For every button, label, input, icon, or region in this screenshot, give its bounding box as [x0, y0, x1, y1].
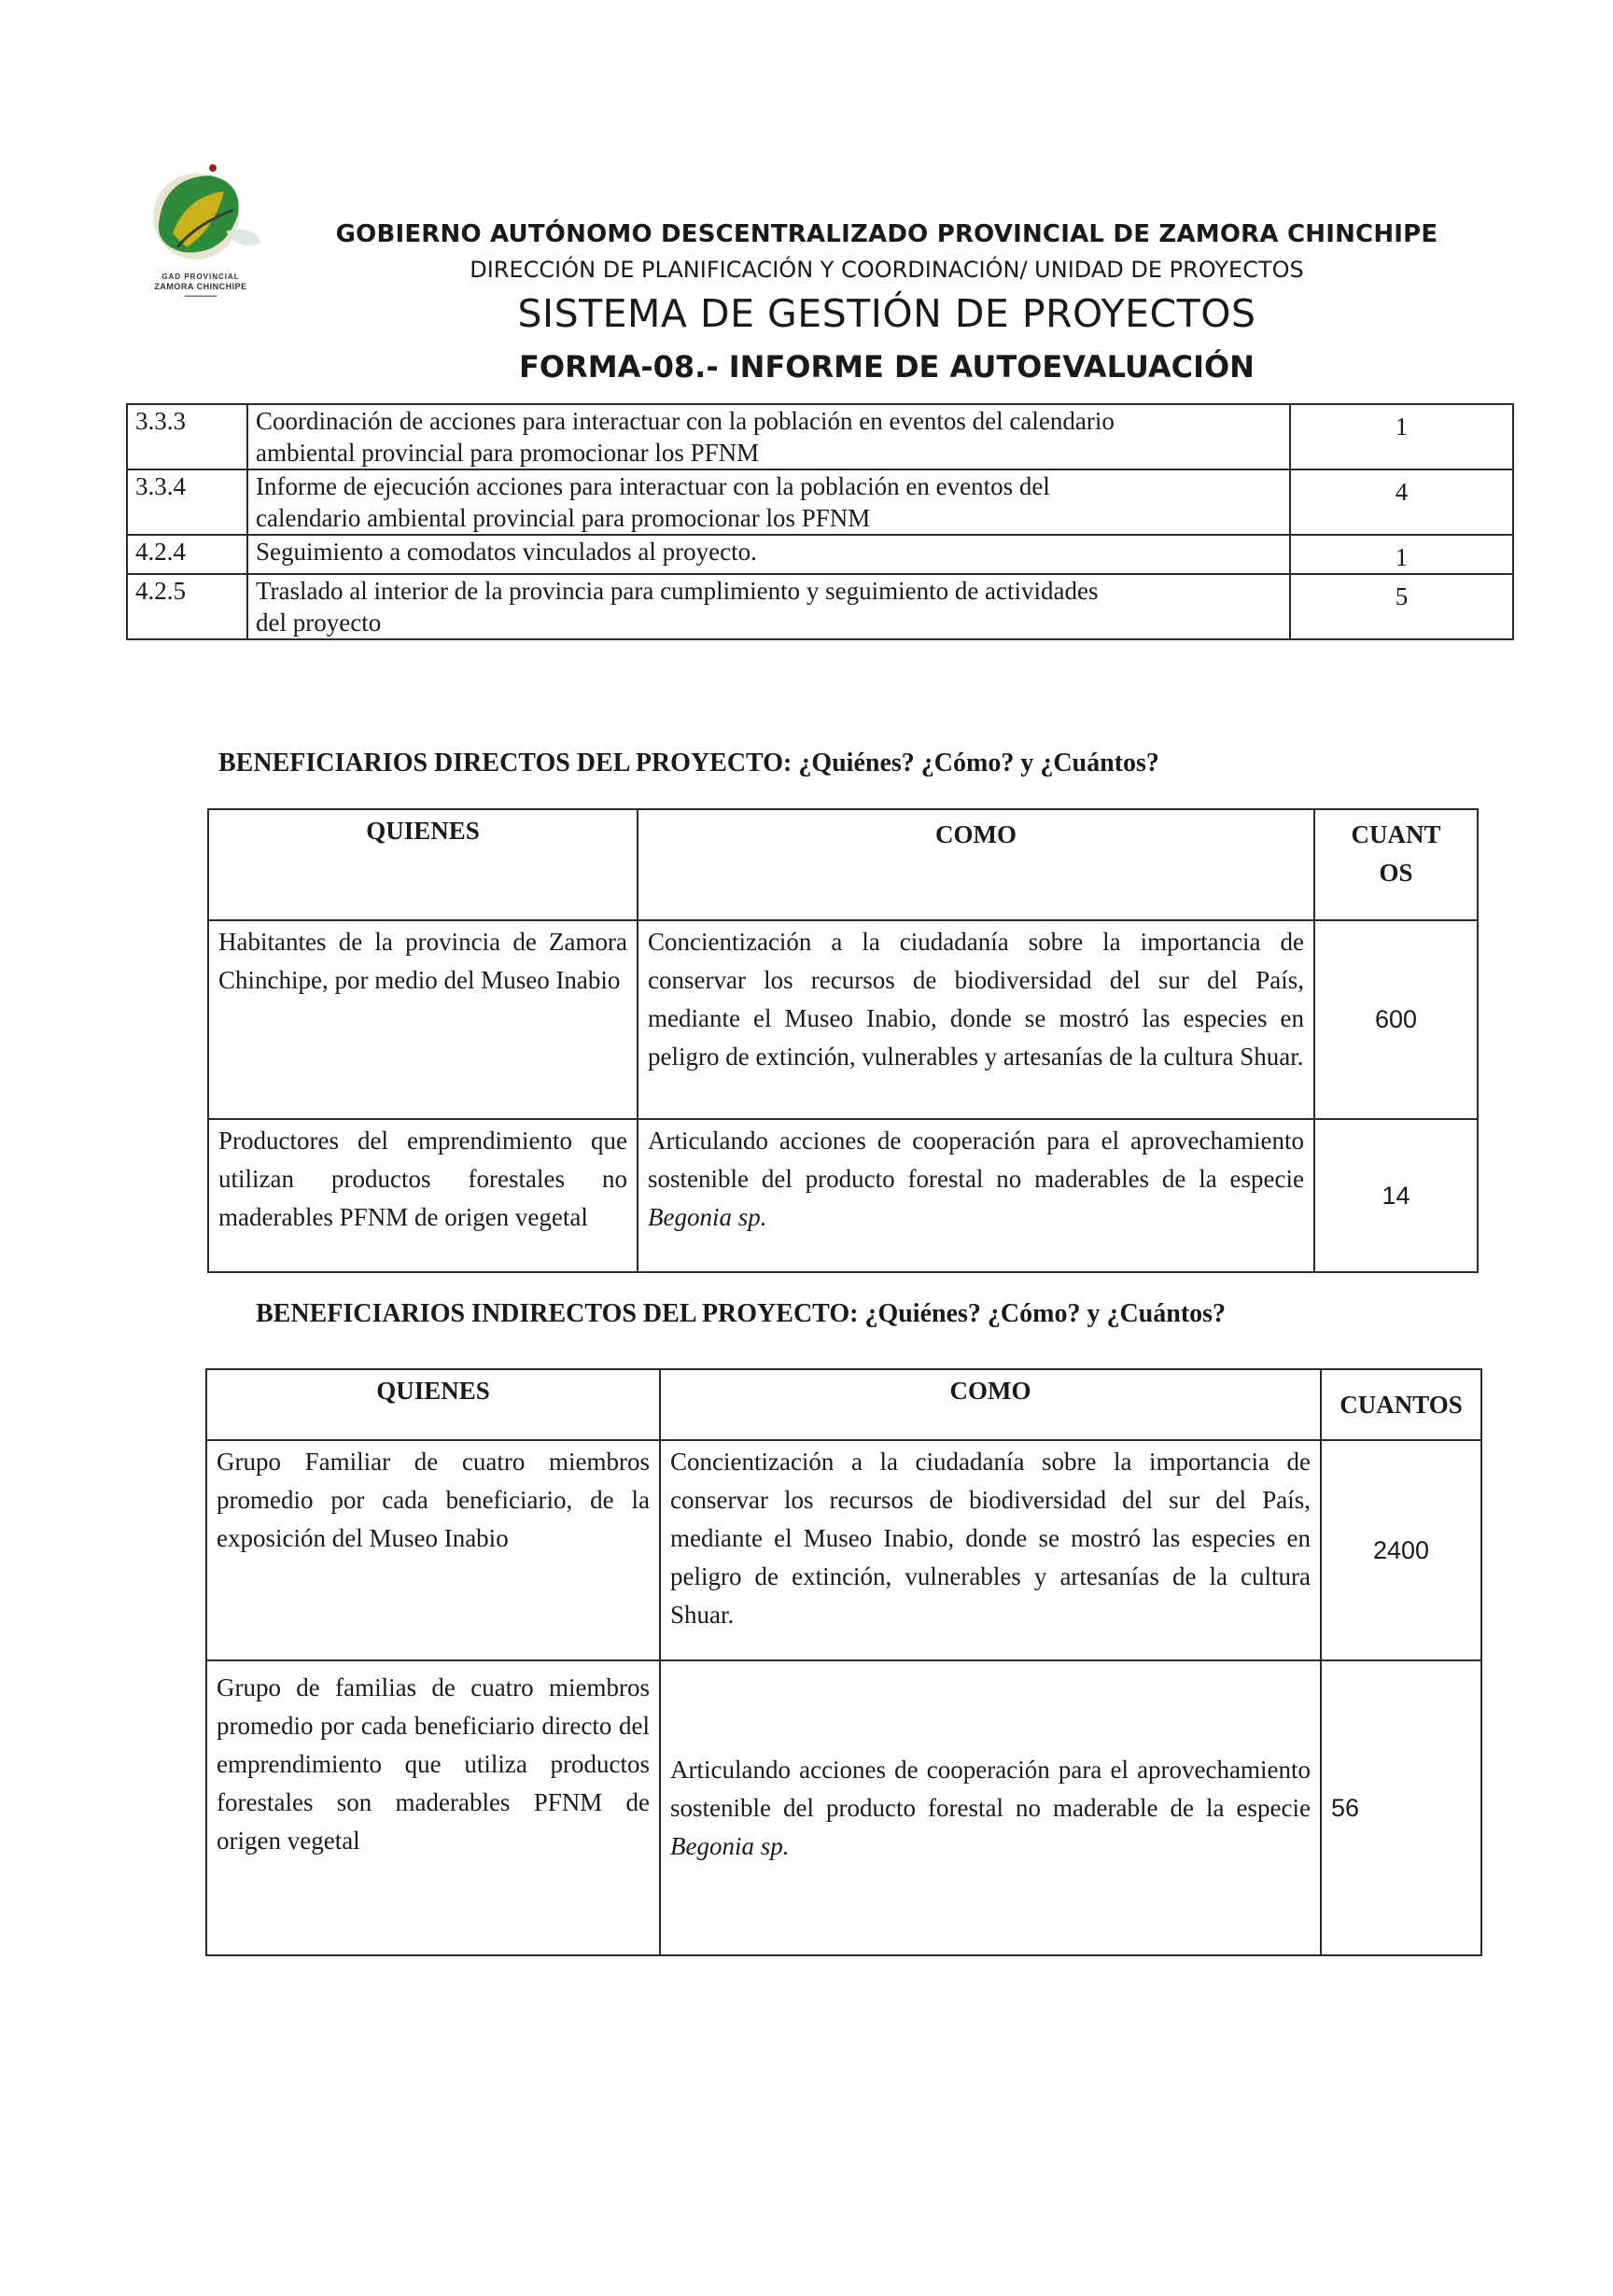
- gad-logo: [121, 159, 280, 299]
- activity-code: 3.3.4: [127, 469, 247, 535]
- activity-description: [247, 404, 1290, 469]
- direct-beneficiaries-table: [207, 808, 1479, 1273]
- quienes-cell: Grupo Familiar de cuatro miembros promedio por cada beneficiario, de la exposición del Museo Inabio: [206, 1440, 660, 1660]
- species-name: Begonia sp.: [648, 1203, 767, 1231]
- form-title: FORMA-08.- INFORME DE AUTOEVALUACIÓN: [519, 349, 1255, 385]
- col-cuantos-header: [1314, 809, 1478, 920]
- org-name: GOBIERNO AUTÓNOMO DESCENTRALIZADO PROVINCIAL DE ZAMORA CHINCHIPE: [335, 220, 1438, 248]
- table-row: [208, 1119, 1478, 1272]
- cuantos-header-line: CUANT: [1351, 820, 1441, 848]
- activity-line: Seguimiento a comodatos vinculados al proyecto.: [256, 538, 757, 566]
- quienes-cell: Grupo de familias de cuatro miembros promedio por cada beneficiario directo del emprendimiento que utiliza productos forestales son maderables PFNM de origen vegetal: [206, 1660, 660, 1955]
- table-row: [127, 574, 1513, 639]
- header-row: [208, 809, 1478, 920]
- cuantos-header-line: OS: [1379, 859, 1413, 887]
- cuantos-cell: 14: [1314, 1119, 1478, 1272]
- como-cell: [638, 1119, 1314, 1272]
- cuantos-cell: 600: [1314, 920, 1478, 1119]
- activity-code: 3.3.3: [127, 404, 247, 469]
- table-row: [127, 535, 1513, 574]
- como-cell: Concientización a la ciudadanía sobre la importancia de conservar los recursos de biodiversidad del sur del País, mediante el Museo Inabio, donde se mostró las especies en peligro de extinción, vulnerables y artesanías de la cultura Shuar.: [638, 920, 1314, 1119]
- logo-line-1: GAD PROVINCIAL: [161, 273, 240, 281]
- col-quienes-header: QUIENES: [208, 809, 638, 920]
- activity-quantity: 5: [1290, 574, 1513, 639]
- activities-table: [126, 403, 1514, 640]
- activity-line: Coordinación de acciones para interactuar con la población en eventos del calendario: [256, 407, 1115, 435]
- table-row: [208, 920, 1478, 1119]
- table-row: [206, 1660, 1481, 1955]
- species-name: Begonia sp.: [670, 1831, 790, 1860]
- como-cell: [660, 1660, 1321, 1955]
- indirect-beneficiaries-title: BENEFICIARIOS INDIRECTOS DEL PROYECTO: ¿Quiénes? ¿Cómo? y ¿Cuántos?: [256, 1299, 1227, 1328]
- como-cell: Concientización a la ciudadanía sobre la importancia de conservar los recursos de biodiversidad del sur del País, mediante el Museo Inabio, donde se mostró las especies en peligro de extinción, vulnerables y artesanías de la cultura Shuar.: [660, 1440, 1321, 1660]
- system-title: SISTEMA DE GESTIÓN DE PROYECTOS: [517, 291, 1256, 336]
- activity-line: del proyecto: [256, 609, 382, 637]
- direct-beneficiaries-title: BENEFICIARIOS DIRECTOS DEL PROYECTO: ¿Quiénes? ¿Cómo? y ¿Cuántos?: [218, 749, 1159, 777]
- table-row: [127, 404, 1513, 469]
- col-cuantos-header: CUANTOS: [1321, 1369, 1481, 1440]
- activity-line: Traslado al interior de la provincia para cumplimiento y seguimiento de actividades: [256, 577, 1099, 605]
- logo-line-2: ZAMORA CHINCHIPE: [154, 282, 247, 291]
- cuantos-cell: 56: [1321, 1660, 1481, 1955]
- como-text: Articulando acciones de cooperación para el aprovechamiento sostenible del producto forestal no maderables de la especie: [648, 1127, 1304, 1193]
- activity-code: 4.2.5: [127, 574, 247, 639]
- header-row: [206, 1369, 1481, 1440]
- quienes-cell: Productores del emprendimiento que utilizan productos forestales no maderables PFNM de origen vegetal: [208, 1119, 638, 1272]
- activity-line: calendario ambiental provincial para promocionar los PFNM: [256, 504, 871, 532]
- activity-description: [247, 574, 1290, 639]
- direction-name: DIRECCIÓN DE PLANIFICACIÓN Y COORDINACIÓN/ UNIDAD DE PROYECTOS: [470, 257, 1304, 283]
- como-text: Articulando acciones de cooperación para el aprovechamiento sostenible del producto forestal no maderable de la especie: [670, 1755, 1311, 1822]
- activity-quantity: 1: [1290, 404, 1513, 469]
- col-quienes-header: QUIENES: [206, 1369, 660, 1440]
- col-como-header: COMO: [638, 809, 1314, 920]
- indirect-beneficiaries-table: [205, 1368, 1482, 1956]
- activity-quantity: 1: [1290, 535, 1513, 574]
- activity-line: ambiental provincial para promocionar los PFNM: [256, 439, 760, 467]
- activity-description: [247, 535, 1290, 574]
- table-row: [127, 469, 1513, 535]
- quienes-cell: Habitantes de la provincia de Zamora Chinchipe, por medio del Museo Inabio: [208, 920, 638, 1119]
- activity-description: [247, 469, 1290, 535]
- leaf-emblem-icon: [121, 159, 280, 275]
- col-como-header: COMO: [660, 1369, 1321, 1440]
- cuantos-cell: 2400: [1321, 1440, 1481, 1660]
- logo-tagline-mark: ▬▬▬▬▬▬▬: [184, 293, 217, 299]
- activity-line: Informe de ejecución acciones para interactuar con la población en eventos del: [256, 472, 1050, 500]
- activity-code: 4.2.4: [127, 535, 247, 574]
- table-row: [206, 1440, 1481, 1660]
- activity-quantity: 4: [1290, 469, 1513, 535]
